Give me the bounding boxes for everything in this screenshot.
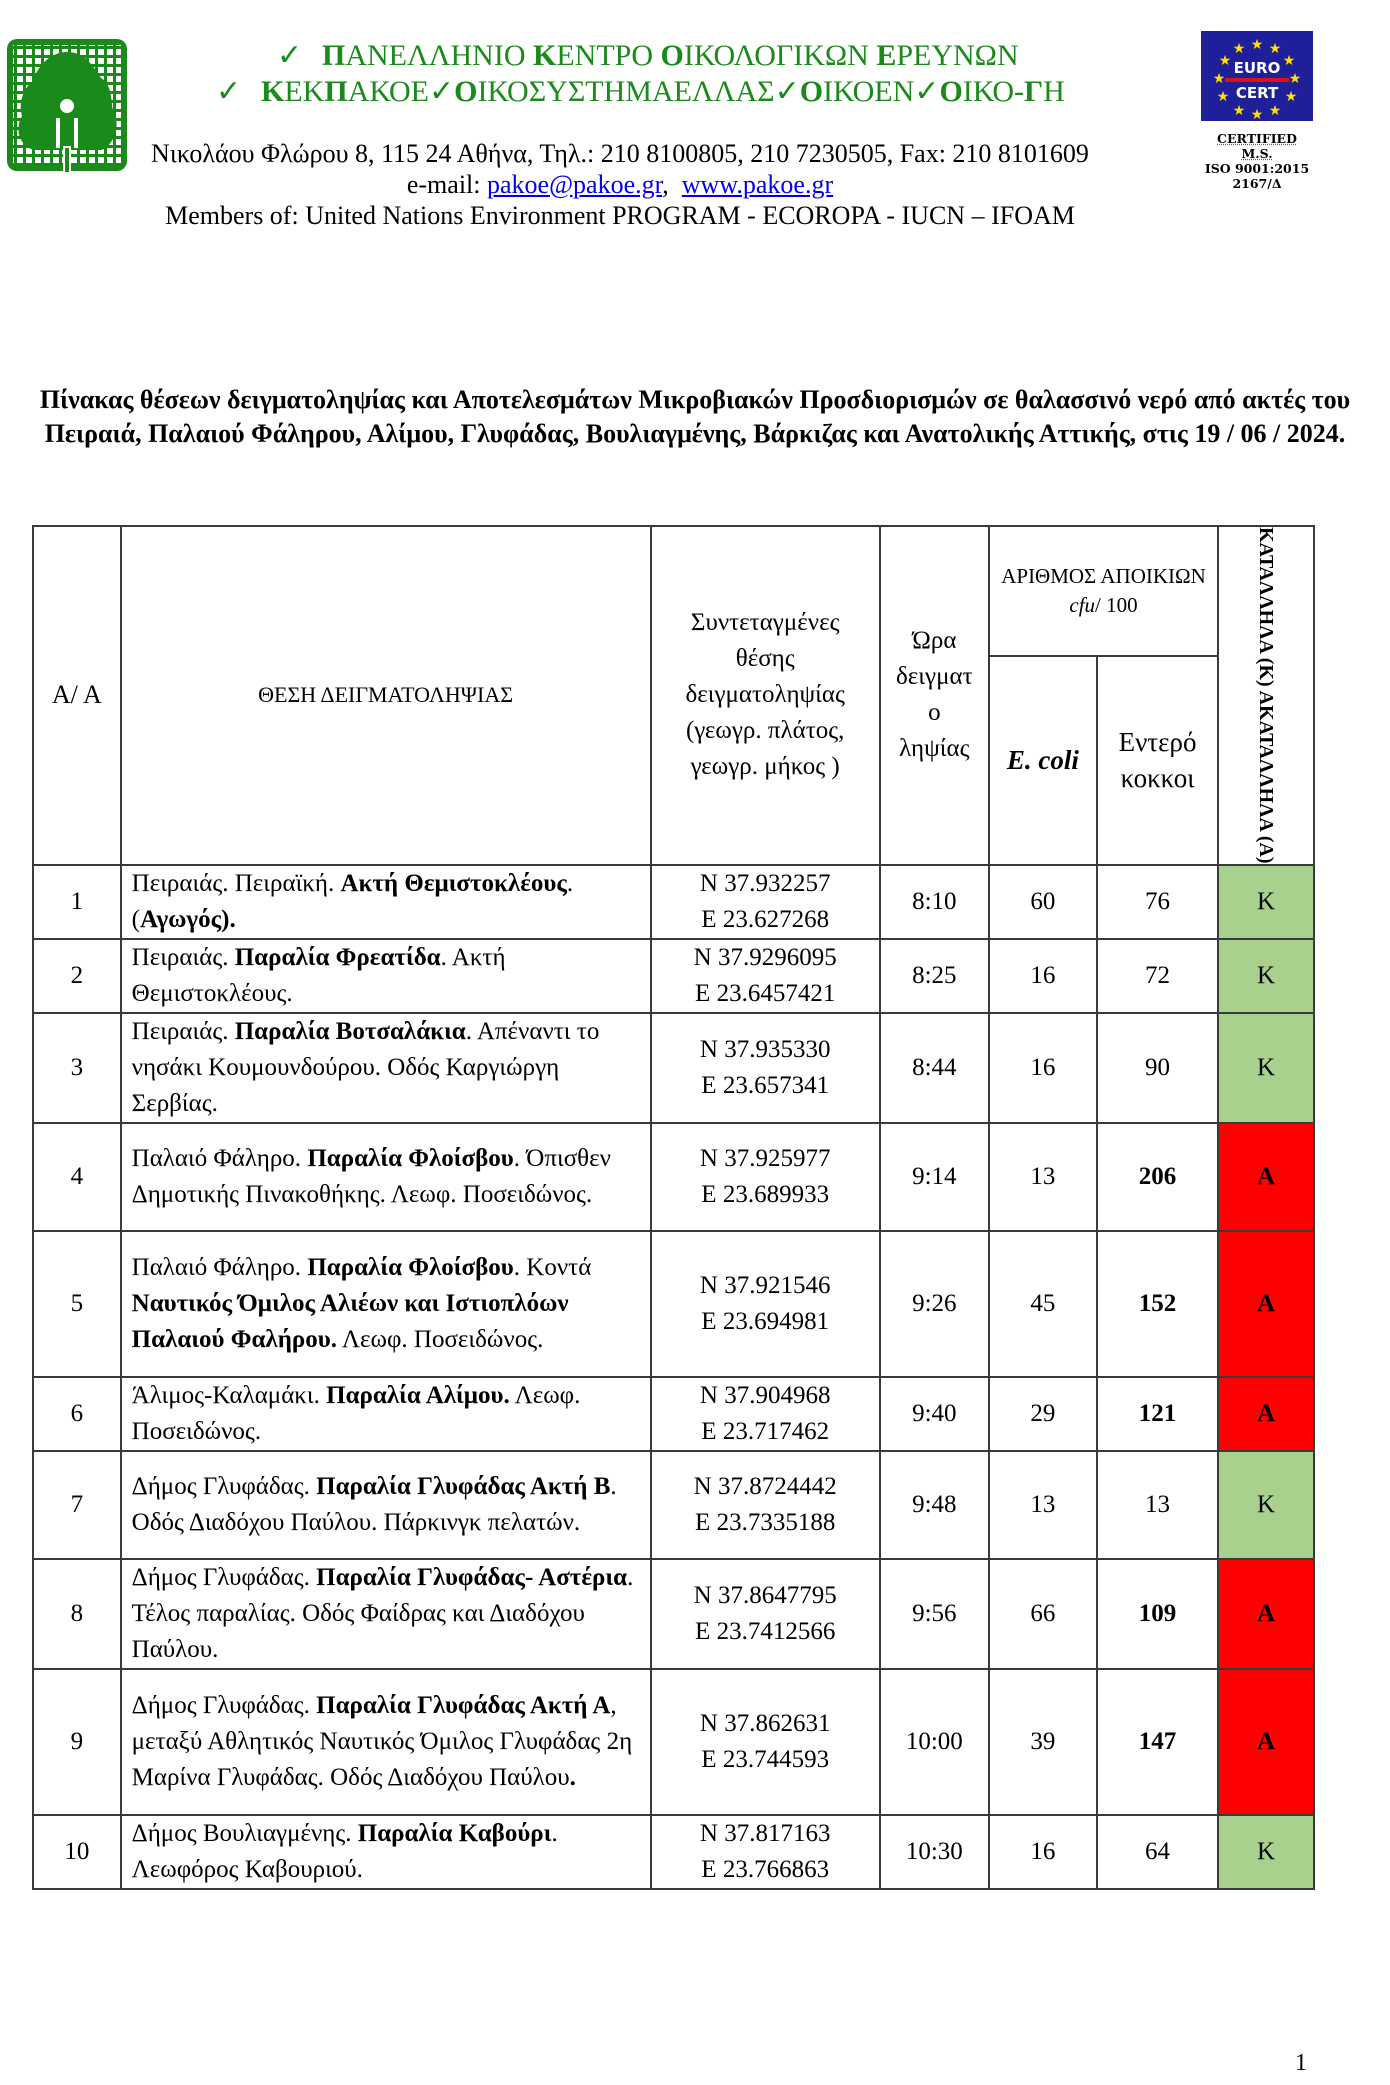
website-link[interactable]: www.pakoe.gr <box>681 170 834 199</box>
table-row <box>33 1559 1314 1669</box>
serial-number: 2 <box>33 939 121 1013</box>
sampling-time: 9:26 <box>880 1231 989 1377</box>
svg-text:★: ★ <box>1216 89 1230 105</box>
coordinates <box>651 1815 880 1889</box>
table-row <box>33 1815 1314 1889</box>
memberships: Members of: United Nations Environment PROGRAM - ECOROPA - IUCN – IFOAM <box>165 201 1075 230</box>
status-badge: Α <box>1218 1669 1314 1815</box>
svg-text:★: ★ <box>1250 37 1264 53</box>
svg-text:★: ★ <box>1218 53 1232 69</box>
org-name-line-2: ✓ ΚΕΚΠΑΚΟΕ✓ΟΙΚΟΣΥΣΤΗΜΑΕΛΛΑΣ✓ΟΙΚΟΕΝ✓ΟΙΚΟ-ΓΗ <box>216 75 1065 108</box>
status-badge: Α <box>1218 1377 1314 1451</box>
longitude: E 23.717462 <box>701 1417 830 1445</box>
enterococci-count: 147 <box>1097 1669 1218 1815</box>
header-sampling-location: ΘΕΣΗ ΔΕΙΓΜΑΤΟΛΗΨΙΑΣ <box>121 526 651 865</box>
email-line: e-mail: pakoe@pakoe.gr, www.pakoe.gr <box>406 170 834 199</box>
svg-text:★: ★ <box>1268 103 1282 119</box>
organization-name <box>150 38 1190 110</box>
svg-text:★: ★ <box>1288 71 1302 87</box>
enterococci-count: 64 <box>1097 1815 1218 1889</box>
serial-number: 10 <box>33 1815 121 1889</box>
latitude: N 37.9296095 <box>693 943 837 971</box>
ecoli-count: 60 <box>989 865 1097 939</box>
latitude: N 37.8724442 <box>693 1472 837 1500</box>
svg-text:★: ★ <box>1212 71 1226 87</box>
longitude: E 23.694981 <box>701 1307 830 1335</box>
serial-number: 9 <box>33 1669 121 1815</box>
header-enterococci: Εντερό κοκκοι <box>1097 656 1218 865</box>
latitude: N 37.862631 <box>699 1709 831 1737</box>
ecoli-count: 16 <box>989 1013 1097 1123</box>
enterococci-count: 152 <box>1097 1231 1218 1377</box>
coordinates <box>651 1231 880 1377</box>
sampling-time: 10:00 <box>880 1669 989 1815</box>
coordinates <box>651 1559 880 1669</box>
serial-number: 1 <box>33 865 121 939</box>
status-badge: Α <box>1218 1123 1314 1231</box>
table-row <box>33 865 1314 939</box>
sampling-results-table <box>32 525 1315 1890</box>
sampling-time: 10:30 <box>880 1815 989 1889</box>
coordinates <box>651 1377 880 1451</box>
sampling-time: 9:14 <box>880 1123 989 1231</box>
ecoli-count: 39 <box>989 1669 1097 1815</box>
sampling-time: 9:40 <box>880 1377 989 1451</box>
document-title: Πίνακας θέσεων δειγματοληψίας και Αποτελεσμάτων Μικροβιακών Προσδιορισμών σε θαλασσινό νερό από ακτές του Πειραιά, Παλαιού Φάληρου, Αλίμου, Γλυφάδας, Βουλιαγμένης, Βάρκιζας και Ανατολικής Αττικής, στις 19 / 06 / 2024. <box>39 385 1351 448</box>
longitude: E 23.766863 <box>701 1855 830 1883</box>
table-row <box>33 1669 1314 1815</box>
email-label: e-mail: <box>406 170 487 199</box>
sampling-time: 9:56 <box>880 1559 989 1669</box>
header-ecoli: E. coli <box>989 656 1097 865</box>
sampling-location: Δήμος Βουλιαγμένης. Παραλία Καβούρι. Λεωφόρος Καβουριού. <box>121 1815 651 1889</box>
latitude: N 37.904968 <box>699 1381 831 1409</box>
svg-text:★: ★ <box>1282 53 1296 69</box>
header-serial-number: Α/ Α <box>33 526 121 865</box>
status-badge: Κ <box>1218 1013 1314 1123</box>
sampling-location: Δήμος Γλυφάδας. Παραλία Γλυφάδας Ακτή Β. Οδός Διαδόχου Παύλου. Πάρκινγκ πελατών. <box>121 1451 651 1559</box>
certification-text: CERTIFIED M.S. ISO 9001:2015 2167/Δ <box>1204 131 1310 191</box>
coordinates <box>651 939 880 1013</box>
sampling-location: Παλαιό Φάληρο. Παραλία Φλοίσβου. Κοντά Ναυτικός Όμιλος Αλιέων και Ιστιοπλόων Παλαιού Φαλήρου. Λεωφ. Ποσειδώνος. <box>121 1231 651 1377</box>
svg-text:CERT: CERT <box>1235 84 1279 102</box>
serial-number: 6 <box>33 1377 121 1451</box>
longitude: E 23.689933 <box>701 1180 830 1208</box>
longitude: E 23.657341 <box>701 1071 830 1099</box>
table-row <box>33 939 1314 1013</box>
sampling-time: 8:44 <box>880 1013 989 1123</box>
status-badge: Κ <box>1218 1451 1314 1559</box>
longitude: E 23.6457421 <box>695 979 836 1007</box>
header-colony-count: ΑΡΙΘΜΟΣ ΑΠΟΙΚΙΩΝ cfu/ 100 <box>989 526 1218 656</box>
table-row <box>33 1231 1314 1377</box>
enterococci-count: 121 <box>1097 1377 1218 1451</box>
status-badge: Κ <box>1218 939 1314 1013</box>
latitude: N 37.925977 <box>699 1144 831 1172</box>
ecoli-count: 16 <box>989 939 1097 1013</box>
table-row <box>33 1377 1314 1451</box>
enterococci-count: 206 <box>1097 1123 1218 1231</box>
status-header-text: ΚΑΤΑΛΛΗΛΑ (Κ) ΑΚΑΤΑΛΛΗΛΑ (Α) <box>1255 527 1278 864</box>
serial-number: 3 <box>33 1013 121 1123</box>
sampling-time: 9:48 <box>880 1451 989 1559</box>
check-mark-icon: ✓ <box>216 75 242 108</box>
svg-text:EURO: EURO <box>1233 59 1281 77</box>
sampling-location: Πειραιάς. Παραλία Βοτσαλάκια. Απέναντι το νησάκι Κουμουνδούρου. Οδός Καργιώργη Σερβίας. <box>121 1013 651 1123</box>
latitude: N 37.817163 <box>699 1819 831 1847</box>
longitude: E 23.7335188 <box>695 1508 836 1536</box>
eu-stars-icon <box>1201 31 1313 121</box>
status-badge: Α <box>1218 1559 1314 1669</box>
ecoli-count: 13 <box>989 1123 1097 1231</box>
sampling-location: Δήμος Γλυφάδας. Παραλία Γλυφάδας- Αστέρια. Τέλος παραλίας. Οδός Φαίδρας και Διαδόχου Παύλου. <box>121 1559 651 1669</box>
longitude: E 23.627268 <box>701 905 830 933</box>
serial-number: 5 <box>33 1231 121 1377</box>
sampling-location: Πειραιάς. Παραλία Φρεατίδα. Ακτή Θεμιστοκλέους. <box>121 939 651 1013</box>
sampling-location: Παλαιό Φάληρο. Παραλία Φλοίσβου. Όπισθεν Δημοτικής Πινακοθήκης. Λεωφ. Ποσειδώνος. <box>121 1123 651 1231</box>
status-badge: Κ <box>1218 1815 1314 1889</box>
sampling-location: Πειραιάς. Πειραϊκή. Ακτή Θεμιστοκλέους. (Αγωγός). <box>121 865 651 939</box>
enterococci-count: 13 <box>1097 1451 1218 1559</box>
ecoli-count: 16 <box>989 1815 1097 1889</box>
sampling-location: Δήμος Γλυφάδας. Παραλία Γλυφάδας Ακτή Α, μεταξύ Αθλητικός Ναυτικός Όμιλος Γλυφάδας 2η Μαρίνα Γλυφάδας. Οδός Διαδόχου Παύλου. <box>121 1669 651 1815</box>
enterococci-count: 76 <box>1097 865 1218 939</box>
org-name-line-1: ✓ ΠΑΝΕΛΛΗΝΙΟ ΚΕΝΤΡΟ ΟΙΚΟΛΟΓΙΚΩΝ ΕΡΕΥΝΩΝ <box>277 39 1019 72</box>
svg-text:★: ★ <box>1284 89 1298 105</box>
coordinates <box>651 1669 880 1815</box>
sampling-time: 8:25 <box>880 939 989 1013</box>
ecoli-count: 13 <box>989 1451 1097 1559</box>
svg-text:★: ★ <box>1232 41 1246 57</box>
status-badge: Α <box>1218 1231 1314 1377</box>
check-mark-icon: ✓ <box>277 39 303 72</box>
results-body <box>33 865 1314 1889</box>
enterococci-count: 109 <box>1097 1559 1218 1669</box>
enterococci-count: 72 <box>1097 939 1218 1013</box>
ecoli-count: 66 <box>989 1559 1097 1669</box>
header-sampling-time: Ώρα δειγματ ο ληψίας <box>880 526 989 865</box>
latitude: N 37.935330 <box>699 1035 831 1063</box>
coordinates <box>651 1451 880 1559</box>
svg-text:★: ★ <box>1232 103 1246 119</box>
header-status <box>1218 526 1314 865</box>
eurocert-badge <box>1200 31 1314 191</box>
sampling-time: 8:10 <box>880 865 989 939</box>
table-row <box>33 1013 1314 1123</box>
ecoli-count: 45 <box>989 1231 1097 1377</box>
latitude: N 37.8647795 <box>693 1581 837 1609</box>
latitude: N 37.932257 <box>699 869 831 897</box>
longitude: E 23.7412566 <box>695 1617 836 1645</box>
contact-info <box>110 138 1130 231</box>
address: Νικολάου Φλώρου 8, 115 24 Αθήνα, Τηλ.: 210 8100805, 210 7230505, Fax: 210 8101609 <box>151 139 1089 168</box>
table-row <box>33 1451 1314 1559</box>
longitude: E 23.744593 <box>701 1745 830 1773</box>
serial-number: 4 <box>33 1123 121 1231</box>
enterococci-count: 90 <box>1097 1013 1218 1123</box>
ecoli-count: 29 <box>989 1377 1097 1451</box>
coordinates <box>651 1123 880 1231</box>
serial-number: 7 <box>33 1451 121 1559</box>
email-link[interactable]: pakoe@pakoe.gr <box>487 170 663 199</box>
table-row <box>33 1123 1314 1231</box>
svg-text:★: ★ <box>1250 107 1264 121</box>
coordinates <box>651 1013 880 1123</box>
status-badge: Κ <box>1218 865 1314 939</box>
svg-text:★: ★ <box>1268 41 1282 57</box>
eurocert-logo <box>1201 31 1313 121</box>
sampling-location: Άλιμος-Καλαμάκι. Παραλία Αλίμου. Λεωφ. Ποσειδώνος. <box>121 1377 651 1451</box>
latitude: N 37.921546 <box>699 1271 831 1299</box>
serial-number: 8 <box>33 1559 121 1669</box>
page-number: 1 <box>1295 2050 1307 2076</box>
header-coordinates: Συντεταγμένες θέσης δειγματοληψίας (γεωγρ. πλάτος, γεωγρ. μήκος ) <box>651 526 880 865</box>
coordinates <box>651 865 880 939</box>
